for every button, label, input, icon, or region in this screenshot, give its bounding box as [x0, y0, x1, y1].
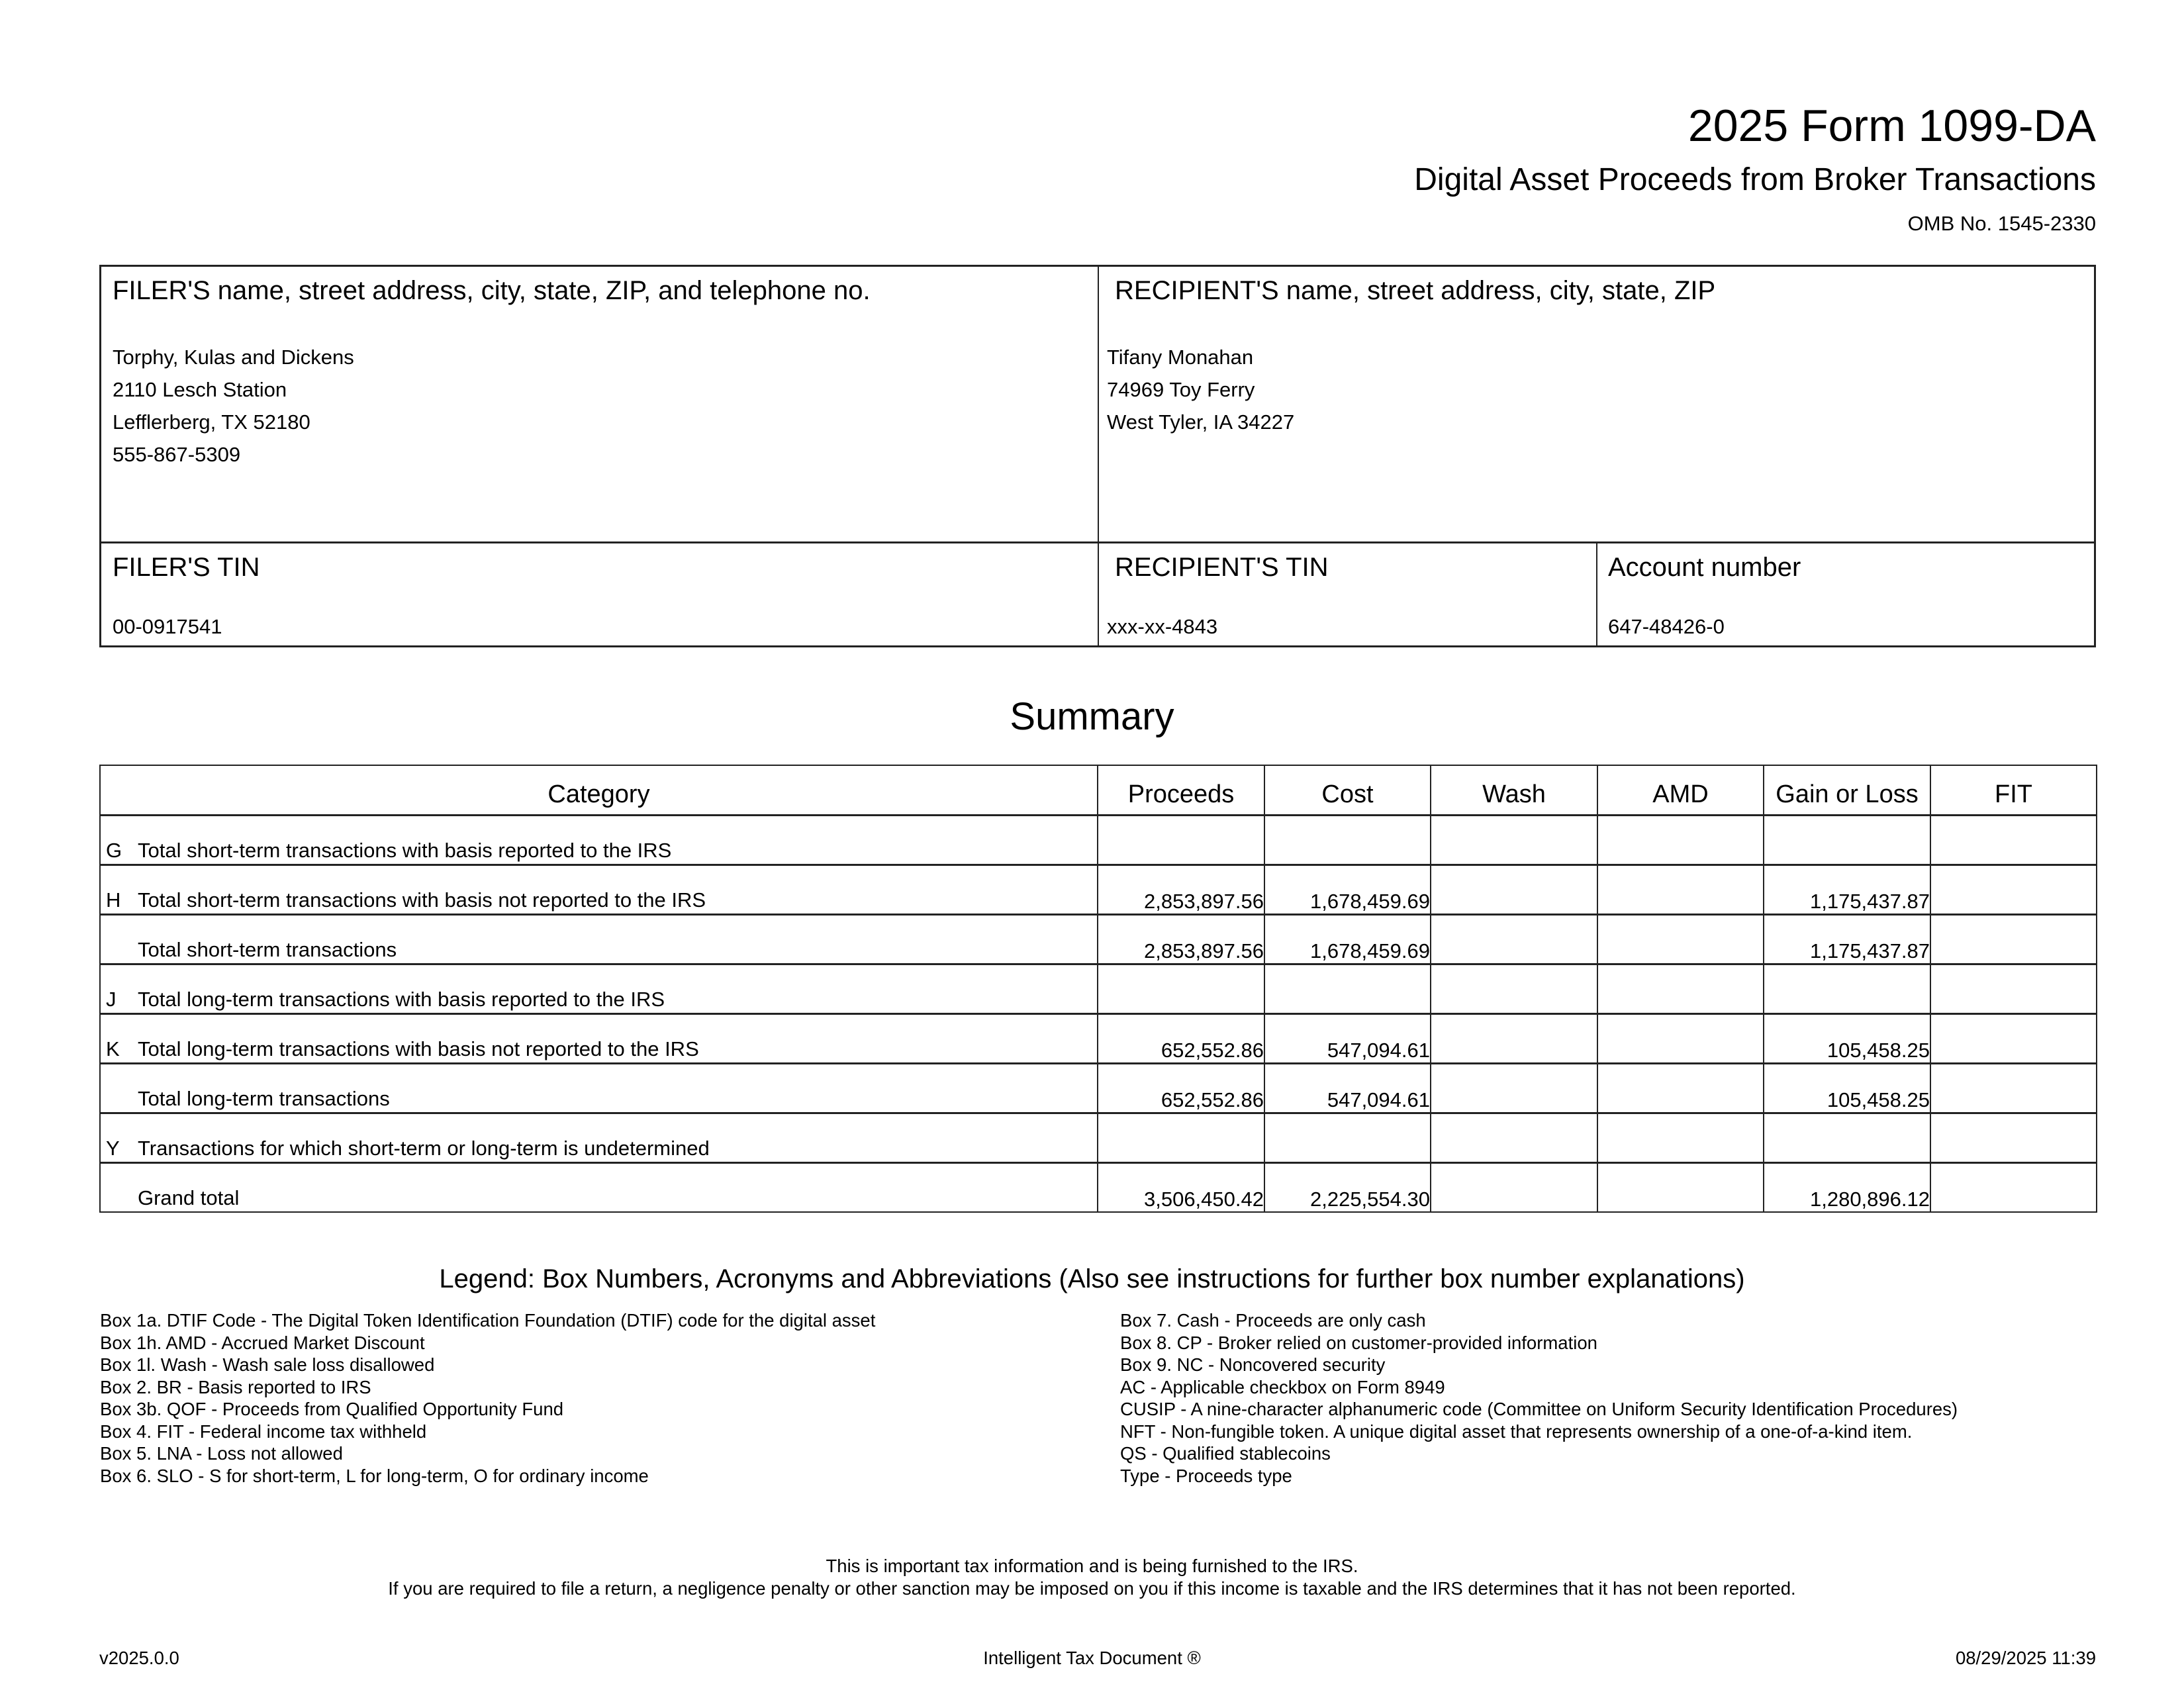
summary-wash-cell — [1431, 1063, 1597, 1113]
summary-row — [100, 1013, 2097, 1063]
summary-fit-cell — [1930, 914, 2097, 964]
summary-category-cell — [100, 1013, 1098, 1063]
legend-item: Box 3b. QOF - Proceeds from Qualified Opportunity Fund — [100, 1399, 564, 1419]
filer-info-label: FILER'S name, street address, city, state, ZIP, and telephone no. — [113, 276, 871, 305]
summary-fit-cell — [1930, 1162, 2097, 1212]
category-label: Total short-term transactions with basis not reported to the IRS — [138, 888, 706, 912]
summary-category-cell — [100, 1063, 1098, 1113]
filer-tin-value: 00-0917541 — [113, 615, 222, 638]
legend-item: QS - Qualified stablecoins — [1120, 1443, 1331, 1464]
legend-item: NFT - Non-fungible token. A unique digital asset that represents ownership of a one-of-a-kind item. — [1120, 1421, 1913, 1442]
summary-row — [100, 1162, 2097, 1212]
recipient-tin-label: RECIPIENT'S TIN — [1115, 553, 1329, 582]
irs-notice-line-2: If you are required to file a return, a negligence penalty or other sanction may be imposed on you if this income is taxable and the IRS determines that it has not been reported. — [388, 1578, 1796, 1599]
col-header-amd: AMD — [1597, 765, 1764, 815]
category-label: Total long-term transactions with basis not reported to the IRS — [138, 1037, 699, 1060]
recipient-info-cell — [1099, 267, 2094, 543]
summary-category-cell — [100, 1162, 1098, 1212]
category-code: H — [106, 888, 121, 912]
legend-item: Box 1l. Wash - Wash sale loss disallowed — [100, 1354, 435, 1375]
summary-cost-cell: 547,094.61 — [1264, 1063, 1431, 1113]
category-code: Y — [106, 1136, 120, 1160]
footer-brand: Intelligent Tax Document ® — [983, 1648, 1201, 1668]
recipient-city-state-zip: West Tyler, IA 34227 — [1107, 410, 1295, 434]
summary-category-cell — [100, 815, 1098, 865]
summary-fit-cell — [1930, 865, 2097, 914]
filer-city-state-zip: Lefflerberg, TX 52180 — [113, 410, 310, 434]
summary-fit-cell — [1930, 815, 2097, 865]
filer-info-cell — [101, 267, 1099, 543]
recipient-name: Tifany Monahan — [1107, 346, 1254, 369]
recipient-info-label: RECIPIENT'S name, street address, city, state, ZIP — [1115, 276, 1716, 305]
summary-wash-cell — [1431, 865, 1597, 914]
category-code: G — [106, 838, 122, 862]
summary-amd-cell — [1597, 914, 1764, 964]
category-label: Grand total — [138, 1186, 240, 1209]
col-header-proceeds: Proceeds — [1098, 765, 1264, 815]
legend-item: Box 4. FIT - Federal income tax withheld — [100, 1421, 427, 1442]
summary-gain-loss-cell: 105,458.25 — [1764, 1063, 1930, 1113]
footer-version: v2025.0.0 — [99, 1648, 179, 1668]
summary-gain-loss-cell — [1764, 964, 1930, 1013]
category-label: Total short-term transactions — [138, 937, 397, 961]
summary-cost-cell — [1264, 964, 1431, 1013]
summary-row — [100, 1113, 2097, 1162]
recipient-address — [1107, 341, 1294, 438]
filer-street: 2110 Lesch Station — [113, 378, 287, 401]
irs-notice-line-1: This is important tax information and is being furnished to the IRS. — [826, 1556, 1358, 1576]
summary-wash-cell — [1431, 1162, 1597, 1212]
category-label: Total long-term transactions — [138, 1086, 390, 1110]
irs-notice — [0, 1555, 2184, 1600]
summary-cost-cell — [1264, 815, 1431, 865]
legend-item: Box 7. Cash - Proceeds are only cash — [1120, 1310, 1426, 1331]
summary-title: Summary — [1010, 695, 1174, 738]
summary-table — [99, 765, 2097, 1213]
filer-address — [113, 341, 354, 471]
omb-number: OMB No. 1545-2330 — [1907, 212, 2096, 235]
summary-proceeds-cell — [1098, 964, 1264, 1013]
summary-proceeds-cell: 2,853,897.56 — [1098, 914, 1264, 964]
legend-item: Box 2. BR - Basis reported to IRS — [100, 1376, 371, 1397]
summary-category-cell — [100, 914, 1098, 964]
summary-amd-cell — [1597, 1013, 1764, 1063]
legend-right-column — [1120, 1309, 1958, 1487]
recipient-tin-value: xxx-xx-4843 — [1107, 615, 1218, 638]
summary-gain-loss-cell: 1,175,437.87 — [1764, 914, 1930, 964]
summary-gain-loss-cell: 1,280,896.12 — [1764, 1162, 1930, 1212]
summary-cost-cell: 1,678,459.69 — [1264, 865, 1431, 914]
summary-fit-cell — [1930, 1063, 2097, 1113]
summary-category-cell — [100, 1113, 1098, 1162]
account-number-value: 647-48426-0 — [1608, 615, 1725, 638]
summary-proceeds-cell: 3,506,450.42 — [1098, 1162, 1264, 1212]
summary-fit-cell — [1930, 964, 2097, 1013]
summary-row — [100, 865, 2097, 914]
summary-header-row — [100, 765, 2097, 815]
col-header-category: Category — [100, 765, 1098, 815]
legend-item: Box 8. CP - Broker relied on customer-provided information — [1120, 1332, 1597, 1353]
summary-row — [100, 815, 2097, 865]
summary-wash-cell — [1431, 914, 1597, 964]
payer-recipient-info-box — [99, 265, 2096, 647]
category-label: Total long-term transactions with basis reported to the IRS — [138, 987, 665, 1011]
filer-phone: 555-867-5309 — [113, 443, 241, 466]
summary-amd-cell — [1597, 1162, 1764, 1212]
summary-wash-cell — [1431, 1013, 1597, 1063]
legend-item: Box 6. SLO - S for short-term, L for long-term, O for ordinary income — [100, 1465, 649, 1486]
recipient-tin-cell — [1099, 543, 1597, 645]
summary-gain-loss-cell — [1764, 815, 1930, 865]
legend-item: Type - Proceeds type — [1120, 1465, 1292, 1486]
summary-fit-cell — [1930, 1013, 2097, 1063]
summary-row — [100, 914, 2097, 964]
summary-category-cell — [100, 865, 1098, 914]
footer-timestamp: 08/29/2025 11:39 — [1955, 1648, 2096, 1668]
summary-wash-cell — [1431, 815, 1597, 865]
summary-proceeds-cell: 652,552.86 — [1098, 1013, 1264, 1063]
summary-category-cell — [100, 964, 1098, 1013]
summary-cost-cell: 1,678,459.69 — [1264, 914, 1431, 964]
summary-row — [100, 964, 2097, 1013]
summary-wash-cell — [1431, 964, 1597, 1013]
category-code: K — [106, 1037, 120, 1060]
col-header-cost: Cost — [1264, 765, 1431, 815]
account-number-label: Account number — [1608, 553, 1801, 582]
legend-item: AC - Applicable checkbox on Form 8949 — [1120, 1376, 1445, 1397]
col-header-fit: FIT — [1930, 765, 2097, 815]
account-number-cell — [1597, 543, 2094, 645]
form-subtitle: Digital Asset Proceeds from Broker Transactions — [1414, 162, 2096, 197]
category-code: J — [106, 987, 117, 1011]
legend-item: Box 1h. AMD - Accrued Market Discount — [100, 1332, 425, 1353]
legend-title: Legend: Box Numbers, Acronyms and Abbreviations (Also see instructions for further box number explanations) — [439, 1264, 1745, 1293]
legend-item: Box 9. NC - Noncovered security — [1120, 1354, 1386, 1375]
col-header-wash: Wash — [1431, 765, 1597, 815]
summary-amd-cell — [1597, 1063, 1764, 1113]
filer-name: Torphy, Kulas and Dickens — [113, 346, 354, 369]
summary-amd-cell — [1597, 964, 1764, 1013]
legend-left-column — [100, 1309, 875, 1487]
summary-amd-cell — [1597, 865, 1764, 914]
summary-proceeds-cell — [1098, 1113, 1264, 1162]
summary-gain-loss-cell: 105,458.25 — [1764, 1013, 1930, 1063]
summary-fit-cell — [1930, 1113, 2097, 1162]
summary-proceeds-cell: 2,853,897.56 — [1098, 865, 1264, 914]
summary-gain-loss-cell: 1,175,437.87 — [1764, 865, 1930, 914]
summary-amd-cell — [1597, 1113, 1764, 1162]
recipient-street: 74969 Toy Ferry — [1107, 378, 1255, 401]
form-title: 2025 Form 1099-DA — [1687, 101, 2096, 151]
filer-tin-cell — [101, 543, 1099, 645]
legend-item: Box 5. LNA - Loss not allowed — [100, 1443, 343, 1464]
summary-cost-cell — [1264, 1113, 1431, 1162]
filer-tin-label: FILER'S TIN — [113, 553, 260, 582]
summary-row — [100, 1063, 2097, 1113]
summary-wash-cell — [1431, 1113, 1597, 1162]
category-label: Total short-term transactions with basis reported to the IRS — [138, 838, 672, 862]
summary-proceeds-cell — [1098, 815, 1264, 865]
legend-item: CUSIP - A nine-character alphanumeric code (Committee on Uniform Security Identification Procedures) — [1120, 1399, 1958, 1419]
col-header-gain-loss: Gain or Loss — [1764, 765, 1930, 815]
summary-cost-cell: 2,225,554.30 — [1264, 1162, 1431, 1212]
legend-item: Box 1a. DTIF Code - The Digital Token Identification Foundation (DTIF) code for the digital asset — [100, 1310, 876, 1331]
summary-proceeds-cell: 652,552.86 — [1098, 1063, 1264, 1113]
summary-gain-loss-cell — [1764, 1113, 1930, 1162]
category-label: Transactions for which short-term or long-term is undetermined — [138, 1136, 710, 1160]
summary-amd-cell — [1597, 815, 1764, 865]
summary-cost-cell: 547,094.61 — [1264, 1013, 1431, 1063]
